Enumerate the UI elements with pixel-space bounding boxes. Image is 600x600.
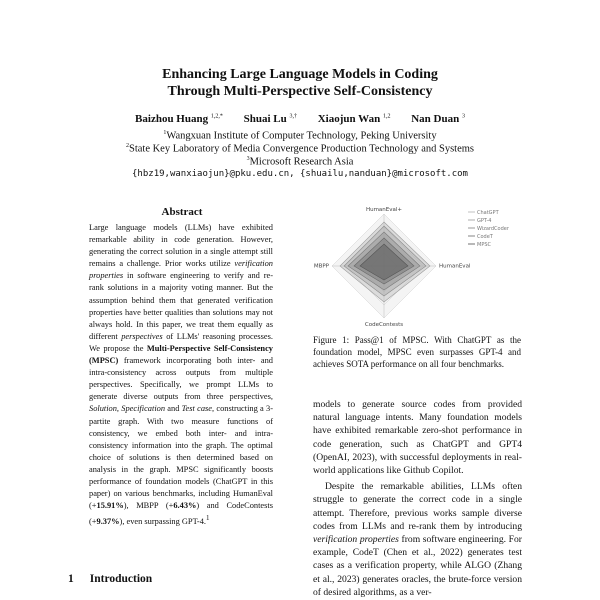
author-emails: {hbz19,wanxiaojun}@pku.edu.cn, {shuailu,nanduan}@microsoft.com [132, 169, 468, 179]
legend-entry: CodeT [477, 234, 493, 240]
affiliation: $^2$State Key Laboratory of Media Convergence Production Technology and Systems [125, 143, 474, 155]
radar-series [340, 222, 430, 302]
affiliation: $^1$Wangxuan Institute of Computer Technology, Peking University [163, 130, 437, 142]
title-line-1: Enhancing Large Language Models in Coding [162, 67, 438, 82]
intro-body [313, 398, 522, 599]
section-heading: 1 Introduction [68, 573, 153, 585]
chart-legend [468, 210, 510, 248]
title-line-2: Through Multi-Perspective Self-Consistency [167, 84, 433, 99]
author: Shuai Lu $^{3,\dagger}$ [243, 113, 297, 125]
paragraph: models to generate source codes from provided natural language intents. Many foundation models have exhibited remarkable zero-shot performance in code generation, such as ChatGPT and GPT4 (OpenAI, 2023), with successful deployments in real-world applications like Github Copilot. [313, 399, 522, 477]
footnote-marker: 1 [206, 514, 210, 523]
author-list [0, 113, 600, 125]
paragraph: Despite the remarkable abilities, LLMs often struggle to generate the correct code in a single attempt. Therefore, previous works sample diverse codes from LLMs and re-rank them by introducing verification properties from software engineering. For example, CodeT (Chen et al., 2022) generates test cases as a verification property, while ALGO (Zhang et al., 2023) generates oracles, the brute-force version of desired algorithms, as a ver- [313, 481, 522, 598]
axis-label-codecontests: CodeContests [364, 322, 404, 328]
legend-entry: ChatGPT [477, 210, 499, 216]
abstract-body: Large language models (LLMs) have exhibited remarkable ability in code generation. However, generating the correct solution in a single attempt still remains a challenge. Prior works utilize verification properties in software engineering to verify and re-rank solutions in a majority voting manner. But the assumption behind them that generated verification properties have better qualities than solutions may not always hold. In this paper, we treat them equally as different perspectives of LLMs' reasoning processes. We propose the Multi-Perspective Self-Consistency (MPSC) framework incorporating both inter- and intra-consistency across outputs from multiple perspectives. Specifically, we prompt LLMs to generate diverse outputs from three perspectives, Solution, Specification and Test case, constructing a 3-partite graph. With two measure functions of consistency, we embed both inter- and intra-consistency information into the graph. The optimal choice of solutions is then determined based on analysis in the graph. MPSC significantly boosts performance of foundation models (ChatGPT in this paper) on various benchmarks, including HumanEval (+15.91%), MBPP (+6.43%) and CodeContests (+9.37%), even surpassing GPT-4.$^1$ [89, 223, 274, 527]
axis-label-humaneval: HumanEval [439, 263, 471, 270]
author: Xiaojun Wan $^{1,2}$ [317, 113, 391, 125]
figure-caption: Figure 1: Pass@1 of MPSC. With ChatGPT as the foundation model, MPSC even surpasses GPT-4 and achieves SOTA performance on all four benchmarks. [313, 335, 521, 369]
legend-entry: GPT-4 [477, 218, 492, 224]
author: Nan Duan $^3$ [411, 113, 465, 125]
legend-entry: WizardCoder [477, 226, 509, 232]
paper-title [0, 66, 600, 100]
axis-label-mbpp: MBPP [313, 263, 329, 270]
legend-entry: MPSC [477, 242, 491, 248]
affiliation: $^3$Microsoft Research Asia [246, 156, 354, 168]
abstract-heading: Abstract [161, 206, 203, 218]
author: Baizhou Huang $^{1,2,*}$ [135, 113, 223, 125]
axis-label-humaneval-plus: HumanEval+ [365, 207, 403, 213]
radar-chart [313, 200, 518, 328]
